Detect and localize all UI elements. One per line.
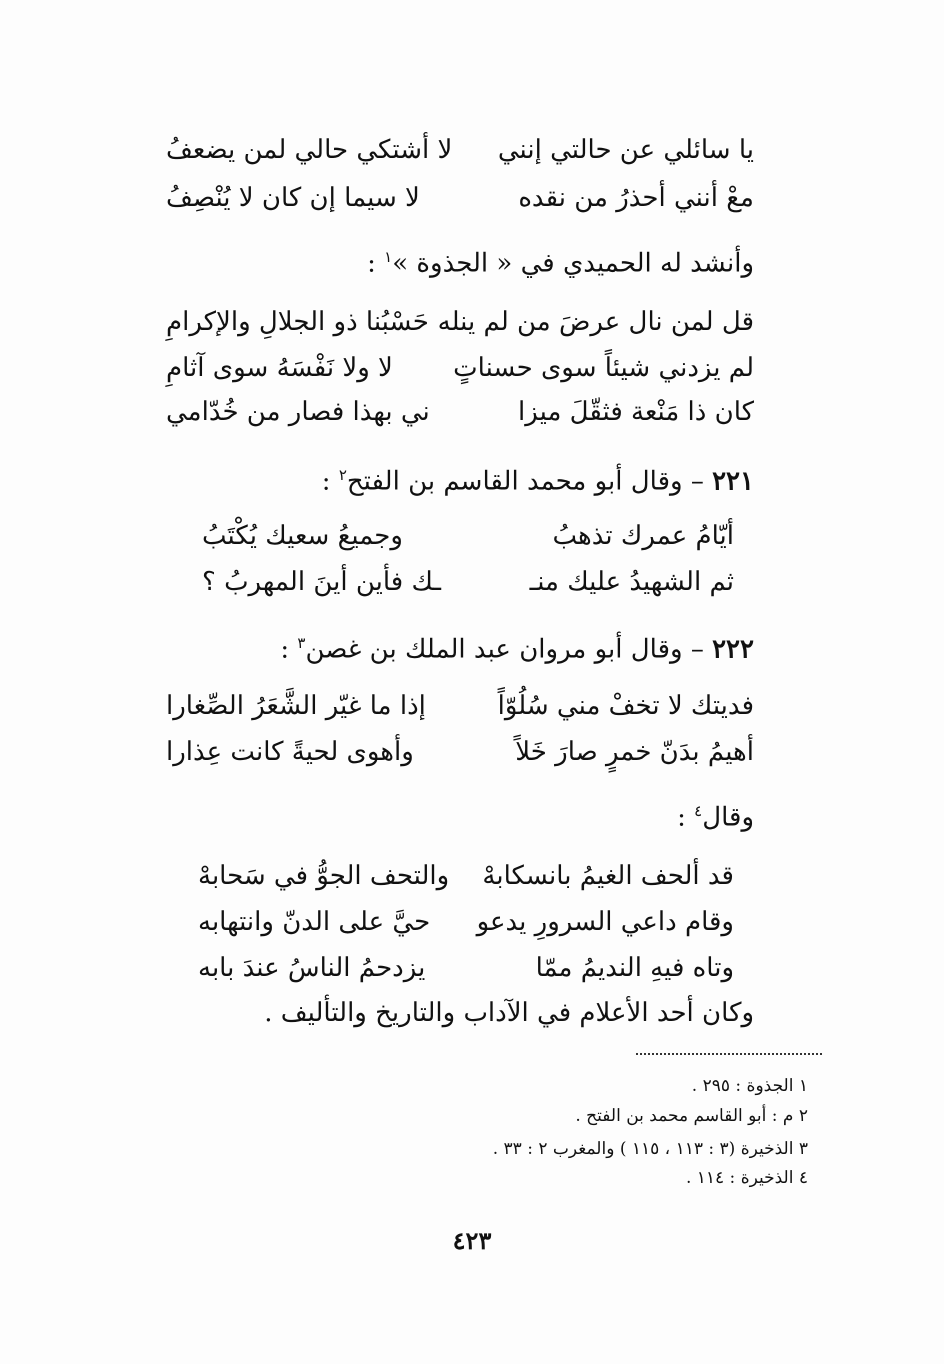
verse <box>198 950 734 986</box>
intro-text: وقال <box>702 802 754 833</box>
footnote-ref: ٣ <box>297 634 306 652</box>
footnote-ref: ٤ <box>694 802 703 820</box>
entry-text: – وقال أبو محمد القاسم بن الفتح <box>346 466 713 497</box>
colon: : <box>367 248 385 279</box>
hemistich-left: ـك فأين أينَ المهربُ ؟ <box>202 567 442 597</box>
verse <box>198 904 734 940</box>
closing-line: وكان أحد الأعلام في الآداب والتاريخ والتأليف . <box>264 998 754 1028</box>
hemistich-left: إذا ما غيّر الشَّعَرُ الصِّغارا <box>166 691 426 721</box>
footnote-ref: ١ <box>384 248 393 266</box>
footnote: ٢ م : أبو القاسم محمد بن الفتح . <box>575 1106 808 1126</box>
footnote-ref: ٢ <box>338 466 347 484</box>
entry-text: – وقال أبو مروان عبد الملك بن غصن <box>305 634 713 665</box>
hemistich-left: لا ولا نَفْسَهُ سوى آثامِ <box>166 353 393 383</box>
hemistich-right: أيّامُ عمرك تذهبُ <box>552 521 734 551</box>
hemistich-right: قل لمن نال عرضَ من لم ينله <box>437 307 754 337</box>
intro-text: وأنشد له الحميدي في « الجذوة » <box>392 248 754 279</box>
verse <box>198 858 734 894</box>
hemistich-left: يزدحمُ الناسُ عندَ بابه <box>198 953 426 983</box>
hemistich-left: لا أشتكي حالي لمن يضعفُ <box>166 135 453 165</box>
hemistich-right: كان ذا مَنْعة فثقّلَ ميزا <box>518 397 754 427</box>
colon: : <box>280 634 298 665</box>
hemistich-left: وجميعُ سعيك يُكْتَبُ <box>202 521 403 551</box>
footnote: ١ الجذوة : ٢٩٥ . <box>691 1076 808 1096</box>
hemistich-left: والتحف الجوُّ في سَحابهْ <box>198 861 450 891</box>
hemistich-left: لا سيما إن كان لا يُنْصِفُ <box>166 183 420 213</box>
hemistich-right: ثم الشهيدُ عليك منـ <box>529 567 734 597</box>
prose-line <box>367 240 754 281</box>
hemistich-left: ني بهذا فصار من خُدّامي <box>166 397 430 427</box>
hemistich-right: قد ألحف الغيمُ بانسكابهْ <box>482 861 734 891</box>
footnote: ٣ الذخيرة (٣ : ١١٣ ، ١١٥ ) والمغرب ٢ : ٣٣ . <box>492 1139 808 1159</box>
colon: : <box>321 466 339 497</box>
verse <box>166 734 754 770</box>
prose-line <box>677 794 754 835</box>
entry-number: ٢٢١ <box>712 466 754 497</box>
hemistich-left: وأهوى لحيةً كانت عِذارا <box>166 737 414 767</box>
hemistich-right: يا سائلي عن حالتي إنني <box>497 135 754 165</box>
entry-heading <box>280 626 754 667</box>
hemistich-left: حَسْبُنا ذو الجلالِ والإكرامِ <box>166 307 429 337</box>
page-number: ٤٢٣ <box>452 1226 492 1255</box>
verse <box>202 518 734 554</box>
hemistich-right: لم يزدني شيئاً سوى حسناتٍ <box>453 353 754 383</box>
hemistich-left: حيَّ على الدنّ وانتهابه <box>198 907 431 937</box>
verse <box>166 180 754 216</box>
hemistich-right: فديتك لا تخفْ مني سُلُوّاً <box>497 691 754 721</box>
hemistich-right: معْ أنني أحذرُ من نقده <box>518 183 754 213</box>
footnote: ٤ الذخيرة : ١١٤ . <box>685 1168 808 1188</box>
entry-number: ٢٢٢ <box>712 634 754 665</box>
verse <box>166 350 754 386</box>
verse <box>166 304 754 340</box>
colon: : <box>677 802 695 833</box>
verse <box>166 132 754 168</box>
verse <box>202 564 734 600</box>
hemistich-right: وتاه فيهِ النديمُ ممّا <box>535 953 734 983</box>
entry-heading <box>322 458 754 499</box>
hemistich-right: أهيمُ بدَنّ خمرٍ صارَ خَلاً <box>515 737 754 767</box>
footnote-separator <box>636 1053 822 1055</box>
verse <box>166 394 754 430</box>
hemistich-right: وقام داعي السرورِ يدعو <box>476 907 734 937</box>
verse <box>166 688 754 724</box>
